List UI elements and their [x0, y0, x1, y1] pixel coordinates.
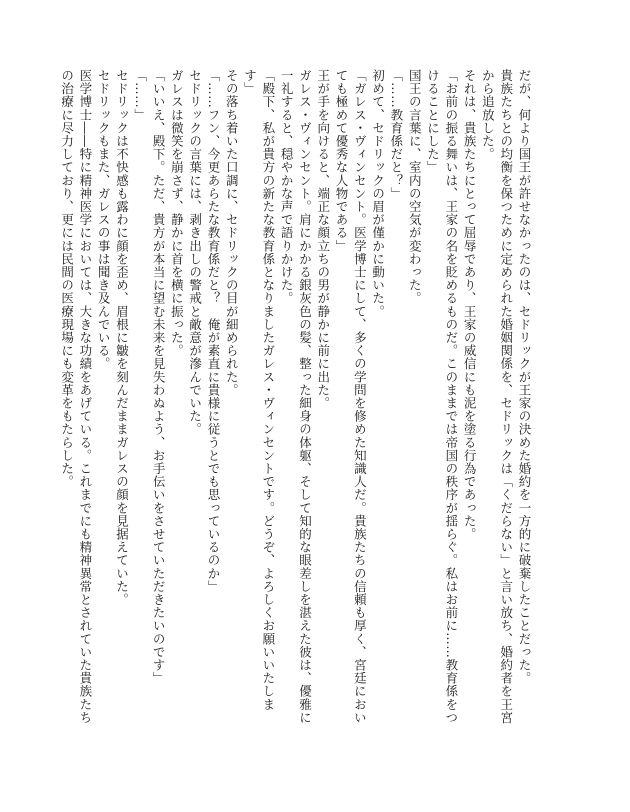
- paragraph: だが、何より国王が許せなかったのは、セドリックが王家の決めた婚約を一方的に破棄したことだった。: [517, 69, 532, 685]
- paragraph: セドリックの言葉には、剥き出しの警戒と敵意が滲んでいた。: [187, 69, 203, 436]
- paragraph: 「……教育係だと？」: [388, 69, 404, 200]
- vertical-text-body: [57, 69, 533, 729]
- paragraph: 「……」: [132, 69, 148, 122]
- paragraph: 「ガレス・ヴィンセント。医学博士にして、多くの学問を修めた知識人だ。貴族たちの信頼も厚く、宮廷においても極めて優秀な人物である」: [334, 69, 368, 724]
- paragraph: 国王の言葉に、室内の空気が変わった。: [407, 69, 423, 305]
- paragraph: 「……フン、今更あらたな教育係だと？ 俺が素直に貴様に従うとでも思っているのか」: [205, 69, 221, 593]
- paragraph: 医学博士――特に精神医学においては、大きな功績をあげている。これまでにも精神異常とされていた貴族たちの治療に尽力しており、更には民間の医療現場にも変革をもたらした。: [59, 69, 93, 724]
- paragraph: セドリックもまた、ガレスの事は聞き及んでいる。: [96, 69, 112, 371]
- paragraph: 「殿下、私が貴方の新たな教育係となりましたガレス・ヴィンセントです。どうぞ、よろしくお願いいたします」: [242, 69, 276, 711]
- paragraph: 「いいえ、殿下。ただ、貴方が本当に望む未来を見失わぬよう、お手伝いをさせていただきたいのです」: [151, 69, 167, 685]
- paragraph: セドリックは不快感も露わに顔を歪め、眉根に皺を刻んだままガレスの顔を見据えていた。: [114, 69, 130, 607]
- paragraph: 初めて、セドリックの眉が僅かに動いた。: [370, 69, 386, 318]
- paragraph: ガレス・ヴィンセント。肩にかかる銀灰色の髪、整った細身の体躯、そして知的な眼差しを湛えた彼は、優雅に一礼すると、穏やかな声で語りかけた。: [279, 69, 313, 724]
- paragraph: 王が手を向けると、端正な顔立ちの男が静かに前に出た。: [315, 69, 331, 410]
- paragraph: それは、貴族たちにとって屈辱であり、王家の威信にも泥を塗る行為であった。: [462, 69, 478, 541]
- paragraph: その落ち着いた口調に、セドリックの目が細められた。: [224, 69, 240, 397]
- paragraph: ガレスは微笑を崩さず、静かに首を横に振った。: [169, 69, 185, 358]
- paragraph: 「お前の振る舞いは、王家の名を貶めるものだ。このままでは帝国の秩序が揺らぐ。私はお前に……教育係をつけることにした」: [425, 69, 459, 724]
- paragraph: 貴族たちとの均衡を保つために定められた婚姻関係を、セドリックは「くだらない」と言い放ち、婚約者を王宮から追放した。: [480, 69, 514, 724]
